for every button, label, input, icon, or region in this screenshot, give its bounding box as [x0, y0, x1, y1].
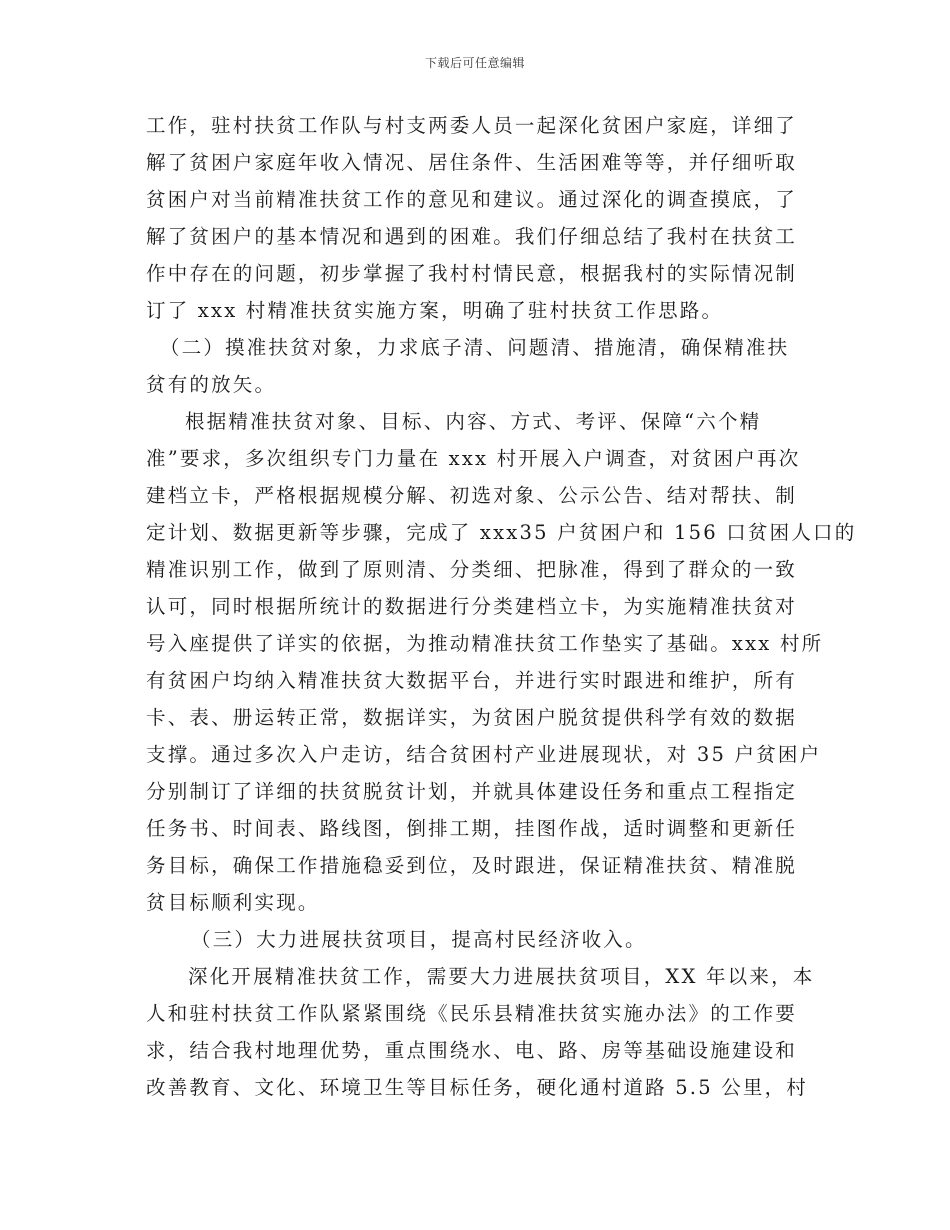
text-line: 分别制订了详细的扶贫脱贫计划，并就具体建设任务和重点工程指定 [146, 780, 798, 803]
text-line: 解了贫困户的基本情况和遇到的困难。我们仔细总结了我村在扶贫工 [146, 225, 798, 248]
text-line: 认可，同时根据所统计的数据进行分类建档立卡，为实施精准扶贫对 [146, 595, 798, 618]
text-line: 任务书、时间表、路线图，倒排工期，挂图作战，适时调整和更新任 [146, 817, 798, 840]
text-line: 人和驻村扶贫工作队紧紧围绕《民乐县精准扶贫实施办法》的工作要 [146, 1002, 798, 1025]
text-line: 精准识别工作，做到了原则清、分类细、把脉准，得到了群众的一致 [146, 558, 798, 581]
text-line: 支撑。通过多次入户走访，结合贫困村产业进展现状，对 35 户贫困户 [146, 743, 822, 766]
section-heading-3: （三）大力进展扶贫项目，提高村民经济收入。 [191, 928, 647, 951]
text-line: 务目标，确保工作措施稳妥到位，及时跟进，保证精准扶贫、精准脱 [146, 854, 798, 877]
text-line: 贫有的放矢。 [146, 373, 277, 396]
text-line: 贫目标顺利实现。 [146, 891, 320, 914]
paragraph-start: 根据精准扶贫对象、目标、内容、方式、考评、保障“六个精 [185, 410, 762, 433]
text-line: 定计划、数据更新等步骤，完成了 xxx35 户贫困户和 156 口贫困人口的 [146, 521, 857, 544]
paragraph-start: 深化开展精准扶贫工作，需要大力进展扶贫项目，XX 年以来，本 [188, 965, 815, 988]
page-header: 下载后可任意编辑 [424, 56, 525, 70]
text-line: 解了贫困户家庭年收入情况、居住条件、生活困难等等，并仔细听取 [146, 151, 798, 174]
section-heading-2: （二）摸准扶贫对象，力求底子清、问题清、措施清，确保精准扶 [160, 336, 790, 359]
text-line: 作中存在的问题，初步掌握了我村村情民意，根据我村的实际情况制 [146, 262, 798, 285]
text-line: 准”要求，多次组织专门力量在 xxx 村开展入户调查，对贫困户再次 [146, 447, 801, 470]
document-body [146, 107, 857, 1106]
text-line: 号入座提供了详实的依据，为推动精准扶贫工作垫实了基础。xxx 村所 [146, 632, 824, 655]
text-line: 卡、表、册运转正常，数据详实，为贫困户脱贫提供科学有效的数据 [146, 706, 798, 729]
text-line: 建档立卡，严格根据规模分解、初选对象、公示公告、结对帮扶、制 [146, 484, 798, 507]
text-line: 贫困户对当前精准扶贫工作的意见和建议。通过深化的调查摸底，了 [146, 188, 798, 211]
text-line: 工作，驻村扶贫工作队与村支两委人员一起深化贫困户家庭，详细了 [146, 114, 798, 137]
text-line: 求，结合我村地理优势，重点围绕水、电、路、房等基础设施建设和 [146, 1039, 798, 1062]
text-line: 订了 xxx 村精准扶贫实施方案，明确了驻村扶贫工作思路。 [146, 299, 724, 322]
text-line: 改善教育、文化、环境卫生等目标任务，硬化通村道路 5.5 公里，村 [146, 1076, 809, 1099]
text-line: 有贫困户均纳入精准扶贫大数据平台，并进行实时跟进和维护，所有 [146, 669, 798, 692]
